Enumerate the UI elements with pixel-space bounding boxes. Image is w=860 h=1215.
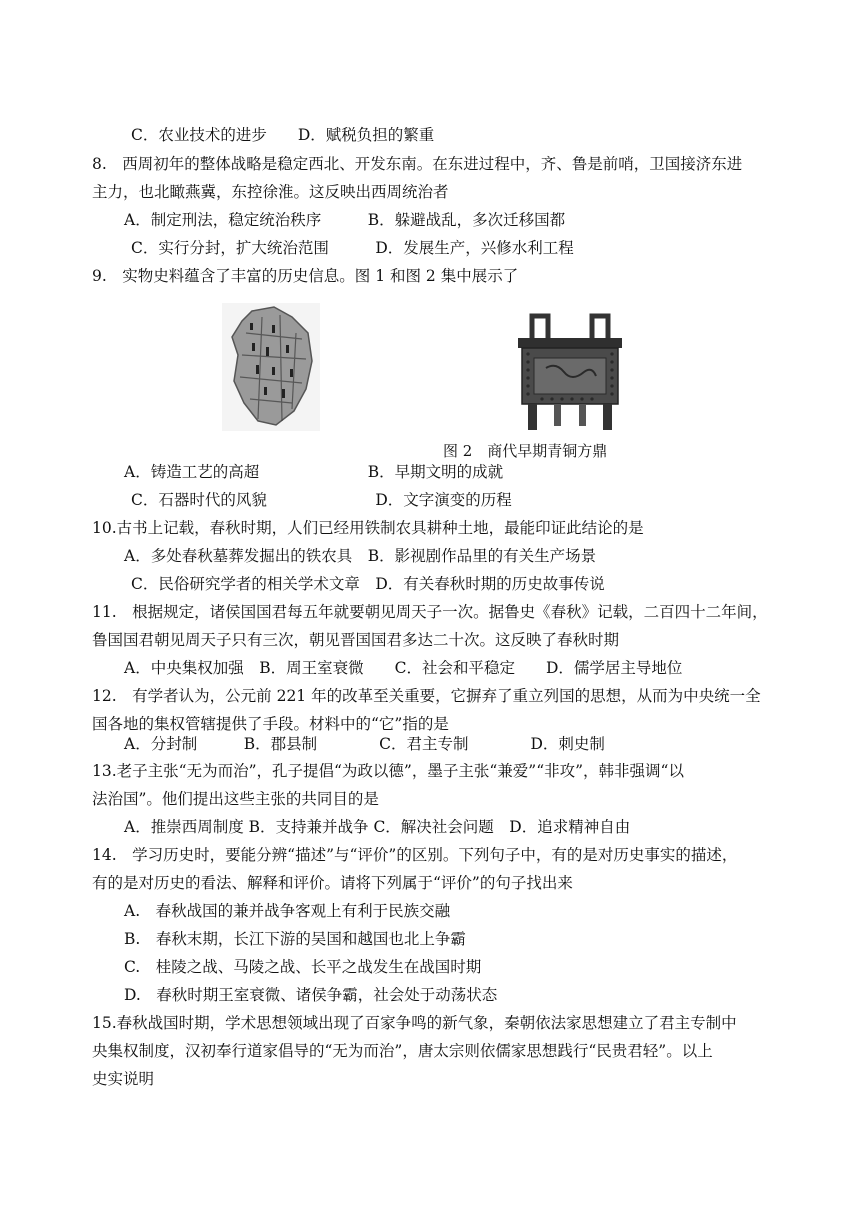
q8-options-cd: C．实行分封，扩大统治范围 D．发展生产，兴修水利工程 <box>131 239 574 257</box>
q10-options-ab: A．多处春秋墓葬发掘出的铁农具 B．影视剧作品里的有关生产场景 <box>124 547 597 565</box>
q9-options-ab: A．铸造工艺的高超 B．早期文明的成就 <box>124 463 504 481</box>
q11-stem-line2: 鲁国国君朝见周天子只有三次，朝见晋国国君多达二十次。这反映了春秋时期 <box>92 631 620 649</box>
q14-option-b: B. 春秋末期，长江下游的吴国和越国也北上争霸 <box>124 930 466 948</box>
q10-options-cd: C．民俗研究学者的相关学术文章 D．有关春秋时期的历史故事传说 <box>131 575 605 593</box>
bronze-ding-icon <box>506 310 634 432</box>
q15-stem-line1: 15.春秋战国时期，学术思想领域出现了百家争鸣的新气象，秦朝依法家思想建立了君主专制中 <box>92 1014 737 1032</box>
q7-options-cd: C．农业技术的进步 D．赋税负担的繁重 <box>131 126 435 144</box>
q9-stem: 9. 实物史料蕴含了丰富的历史信息。图 1 和图 2 集中展示了 <box>92 267 519 285</box>
q14-stem-line1: 14. 学习历史时，要能分辨“描述”与“评价”的区别。下列句子中，有的是对历史事实的描述， <box>92 846 738 864</box>
figure-2-caption: 图 2 商代早期青铜方鼎 <box>443 442 608 460</box>
q14-option-d: D. 春秋时期王室衰微、诸侯争霸，社会处于动荡状态 <box>124 986 498 1004</box>
q15-stem-line3: 史实说明 <box>92 1070 155 1088</box>
q8-stem-line2: 主力，也北瞰燕冀，东控徐淮。这反映出西周统治者 <box>92 183 449 201</box>
q11-options: A．中央集权加强 B．周王室衰微 C．社会和平稳定 D．儒学居主导地位 <box>124 659 683 677</box>
q12-stem-line1: 12. 有学者认为，公元前 221 年的改革至关重要，它摒弃了重立列国的思想，从而为中央统一全 <box>92 687 761 705</box>
q12-options: A．分封制 B．郡县制 C．君主专制 D．刺史制 <box>124 735 605 753</box>
q13-options: A．推崇西周制度 B．支持兼并战争 C．解决社会问题 D．追求精神自由 <box>124 818 631 836</box>
q14-option-a: A. 春秋战国的兼并战争客观上有利于民族交融 <box>124 902 451 920</box>
q14-stem-line2: 有的是对历史的看法、解释和评价。请将下列属于“评价”的句子找出来 <box>92 874 573 892</box>
q8-stem-line1: 8. 西周初年的整体战略是稳定西北、开发东南。在东进过程中，齐、鲁是前哨，卫国接济东进 <box>92 155 743 173</box>
oracle-bone-icon <box>222 303 320 431</box>
q15-stem-line2: 央集权制度，汉初奉行道家倡导的“无为而治”，唐太宗则依儒家思想践行“民贵君轻”。以上 <box>92 1042 713 1060</box>
q10-stem: 10.古书上记载，春秋时期，人们已经用铁制农具耕种土地，最能印证此结论的是 <box>92 519 644 537</box>
q8-options-ab: A．制定刑法，稳定统治秩序 B．躲避战乱，多次迁移国都 <box>124 211 566 229</box>
q13-stem-line1: 13.老子主张“无为而治”，孔子提倡“为政以德”，墨子主张“兼爱”“非攻”，韩非强调“以 <box>92 762 684 780</box>
q9-options-cd: C．石器时代的风貌 D．文字演变的历程 <box>131 491 512 509</box>
q12-stem-line2: 国各地的集权管辖提供了手段。材料中的“它”指的是 <box>92 715 449 733</box>
q11-stem-line1: 11. 根据规定，诸侯国国君每五年就要朝见周天子一次。据鲁史《春秋》记载，二百四十二年间， <box>92 603 768 621</box>
q14-option-c: C. 桂陵之战、马陵之战、长平之战发生在战国时期 <box>124 958 482 976</box>
q13-stem-line2: 法治国”。他们提出这些主张的共同目的是 <box>92 790 379 808</box>
